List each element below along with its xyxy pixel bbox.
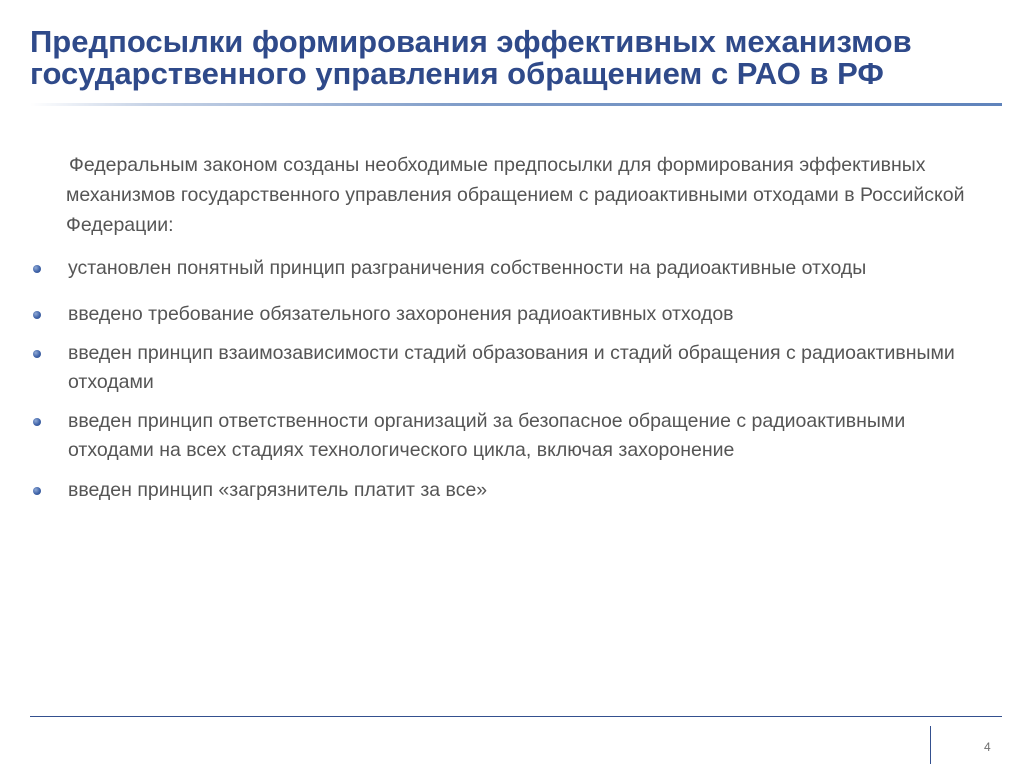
- bullet-text: введено требование обязательного захоронения радиоактивных отходов: [68, 303, 734, 325]
- bullet-text: введен принцип ответственности организаций за безопасное обращение с радиоактивными отходами на всех стадиях технологического цикла, включая захоронение: [68, 410, 906, 461]
- bullet-dot-icon: [33, 487, 41, 495]
- bullet-dot-icon: [33, 311, 41, 319]
- bullet-text: введен принцип взаимозависимости стадий образования и стадий обращения с радиоактивными отходами: [68, 342, 955, 393]
- bullet-dot-icon: [33, 350, 41, 358]
- footer-vertical-divider: [930, 726, 931, 764]
- bullet-dot-icon: [33, 418, 41, 426]
- intro-paragraph: Федеральным законом созданы необходимые предпосылки для формирования эффективных механизмов государственного управления обращением с радиоактивными отходами в Российской Федерации:: [66, 154, 965, 236]
- page-number: 4: [984, 740, 991, 754]
- slide-title: Предпосылки формирования эффективных механизмов государственного управления обращением с РАО в РФ: [30, 24, 912, 91]
- bullet-dot-icon: [33, 265, 41, 273]
- bullet-text: введен принцип «загрязнитель платит за все»: [68, 479, 488, 501]
- bullet-text: установлен понятный принцип разграничения собственности на радиоактивные отходы: [68, 257, 867, 279]
- title-divider: [30, 103, 1002, 106]
- footer-divider: [30, 716, 1002, 717]
